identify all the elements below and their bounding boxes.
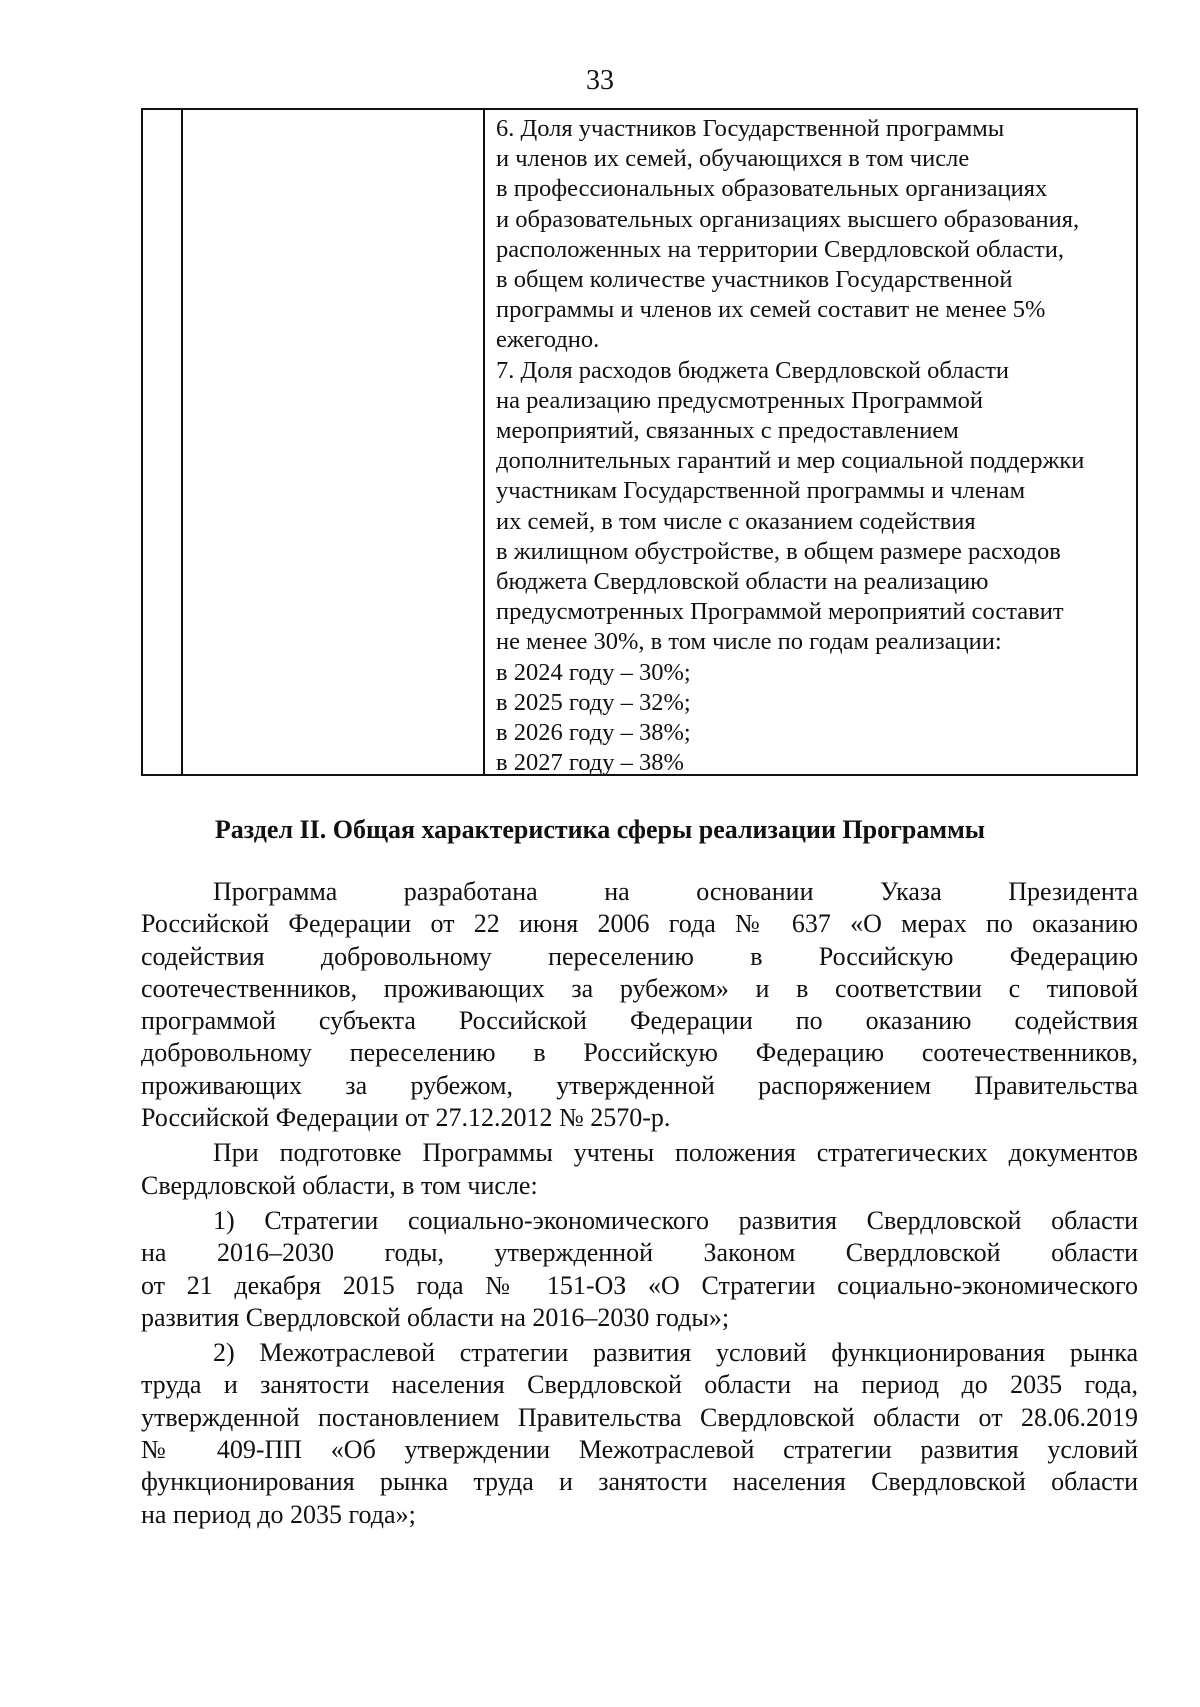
paragraph-line: № 409-ПП «Об утверждении Межотраслевой стратегии развития условий xyxy=(141,1435,1138,1465)
table-cell-line: 7. Доля расходов бюджета Свердловской области xyxy=(496,356,1010,384)
paragraph-line: труда и занятости населения Свердловской области на период до 2035 года, xyxy=(141,1370,1138,1400)
table-cell-line: и членов их семей, обучающихся в том числе xyxy=(496,145,970,173)
paragraph-line: Свердловской области, в том числе: xyxy=(141,1170,538,1200)
paragraph-basis xyxy=(141,876,1138,1134)
paragraph-line: от 21 декабря 2015 года № 151-ОЗ «О Стратегии социально-экономического xyxy=(141,1270,1138,1300)
table-cell-line: 6. Доля участников Государственной программы xyxy=(496,115,1005,142)
paragraph-line: утвержденной постановлением Правительства Свердловской области от 28.06.2019 xyxy=(141,1402,1138,1432)
table-cell-line: в 2024 году – 30%; xyxy=(496,658,691,686)
paragraph-line: Российской Федерации от 22 июня 2006 года № 637 «О мерах по оказанию xyxy=(141,909,1138,939)
table-cell-line: и образовательных организациях высшего образования, xyxy=(496,205,1080,233)
table-cell-line: ежегодно. xyxy=(496,326,600,354)
table-cell-line: в 2026 году – 38%; xyxy=(496,719,691,747)
table-cell-line: в жилищном обустройстве, в общем размере расходов xyxy=(496,537,1061,565)
paragraph-line: Программа разработана на основании Указа Президента xyxy=(213,877,1138,906)
table-cell-line: мероприятий, связанных с предоставлением xyxy=(496,417,959,445)
table-cell-line: в общем количестве участников Государственной xyxy=(496,266,1013,294)
section-title: Раздел II. Общая характеристика сферы реализации Программы xyxy=(214,815,986,844)
table-cell-line: не менее 30%, в том числе по годам реализации: xyxy=(496,628,1002,656)
table-column-divider-2 xyxy=(483,110,485,774)
indicators-table xyxy=(141,108,1138,776)
table-cell-line: расположенных на территории Свердловской области, xyxy=(496,235,1064,263)
paragraph-line: программой субъекта Российской Федерации по оказанию содействия xyxy=(141,1006,1138,1036)
paragraph-line: проживающих за рубежом, утвержденной распоряжением Правительства xyxy=(141,1070,1138,1100)
page-number: 33 xyxy=(586,65,614,96)
table-cell-line: в 2027 году – 38% xyxy=(496,749,684,777)
paragraph-line: 1) Стратегии социально-экономического развития Свердловской области xyxy=(213,1205,1138,1235)
paragraph-line: добровольному переселению в Российскую Федерацию соотечественников, xyxy=(141,1038,1138,1068)
table-cell-line: их семей, в том числе с оказанием содействия xyxy=(496,507,976,535)
paragraph-line: функционирования рынка труда и занятости населения Свердловской области xyxy=(141,1467,1138,1497)
paragraph-line: развития Свердловской области на 2016–2030 годы»; xyxy=(141,1302,730,1332)
table-cell-line: в 2025 году – 32%; xyxy=(496,688,691,716)
paragraph-strategic-docs xyxy=(141,1137,1138,1202)
table-cell-line: в профессиональных образовательных организациях xyxy=(496,175,1048,203)
list-item-strategy-2030 xyxy=(141,1205,1138,1334)
paragraph-line: на 2016–2030 годы, утвержденной Законом Свердловской области xyxy=(141,1238,1138,1268)
table-cell-line: дополнительных гарантий и мер социальной поддержки xyxy=(496,447,1085,475)
table-column-divider-1 xyxy=(181,110,183,774)
table-cell-line: бюджета Свердловской области на реализацию xyxy=(496,568,989,596)
paragraph-line: соотечественников, проживающих за рубежом» и в соответствии с типовой xyxy=(141,973,1138,1003)
paragraph-line: содействия добровольному переселению в Российскую Федерацию xyxy=(141,941,1138,971)
body-text xyxy=(141,876,1138,1534)
table-cell-line: на реализацию предусмотренных Программой xyxy=(496,386,984,414)
paragraph-line: на период до 2035 года»; xyxy=(141,1499,416,1529)
table-cell-line: участникам Государственной программы и членам xyxy=(496,477,1026,505)
table-cell-line: программы и членов их семей составит не менее 5% xyxy=(496,296,1046,324)
paragraph-line: 2) Межотраслевой стратегии развития условий функционирования рынка xyxy=(213,1338,1138,1368)
paragraph-line: При подготовке Программы учтены положения стратегических документов xyxy=(213,1138,1138,1168)
table-cell-indicators xyxy=(496,114,1136,778)
table-cell-line: предусмотренных Программой мероприятий составит xyxy=(496,598,1064,626)
paragraph-line: Российской Федерации от 27.12.2012 № 2570-р. xyxy=(141,1103,671,1133)
list-item-labor-market-strategy xyxy=(141,1337,1138,1531)
